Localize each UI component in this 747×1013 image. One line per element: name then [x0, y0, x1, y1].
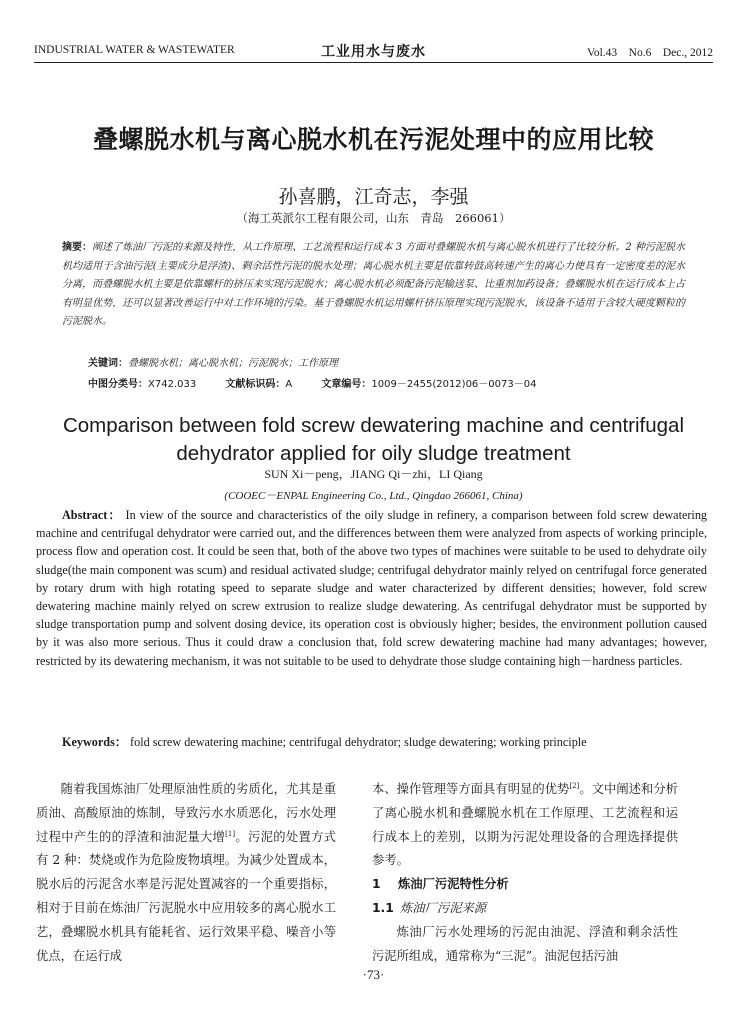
citation: [2] — [569, 781, 580, 790]
journal-name-cn: 工业用水与废水 — [321, 44, 426, 60]
clc-label: 中图分类号： — [88, 379, 148, 390]
keywords-en-text: fold screw dewatering machine; centrifugal dehydrator; sludge dewatering; working principle — [130, 735, 587, 749]
abstract-en — [36, 506, 707, 670]
subsection-title: 炼油厂污泥来源 — [400, 900, 487, 915]
article-no-value: 1009－2455(2012)06－0073－04 — [371, 379, 537, 390]
keywords-cn-label: 关键词： — [88, 358, 128, 369]
abstract-cn-label: 摘要： — [62, 242, 93, 253]
body-column-right — [372, 778, 678, 968]
intro-text: 随着我国炼油厂处理原油性质的劣质化，尤其是重质油、高酸原油的炼制，导致污水水质恶化，污水处理过程中产生的的浮渣和油泥量大增 — [36, 782, 336, 844]
running-header — [34, 40, 713, 63]
section-title: 炼油厂污泥特性分析 — [398, 877, 509, 892]
affiliation-en: (COOEC－ENPAL Engineering Co., Ltd., Qingdao 266061, China) — [224, 490, 523, 502]
section-heading — [372, 873, 678, 897]
subsection-heading — [372, 897, 678, 921]
intro-text-end-cont: 。文中阐述和分析了离心脱水机和叠螺脱水机在工作原理、工艺流程和运行成本上的差别，以期为污泥处理设备的合理选择提供参考。 — [372, 782, 678, 868]
keywords-en-label: Keywords： — [62, 735, 127, 749]
intro-text-cont: 。污泥的处置方式有 2 种：焚烧或作为危险废物填埋。为减少处置成本，脱水后的污泥含水率是污泥处置减容的一个重要指标，相对于目前在炼油厂污泥脱水中应用较多的离心脱水工艺，叠螺脱水机具有能耗省、运行效果平稳、噪音小等优点，在运行成 — [36, 829, 336, 963]
citation: [1] — [225, 829, 236, 838]
issue-info: Vol.43 No.6 Dec., 2012 — [587, 47, 713, 59]
body-column-left — [36, 778, 336, 968]
authors-cn: 孙喜鹏，江奇志，李强 — [278, 186, 469, 208]
abstract-cn — [62, 239, 685, 332]
page-number: ·73· — [362, 967, 385, 982]
intro-text-end: 本、操作管理等方面具有明显的优势 — [372, 782, 570, 796]
affiliation-cn: （海工英派尔工程有限公司，山东 青岛 266061） — [236, 211, 511, 225]
abstract-cn-text: 阐述了炼油厂污泥的来源及特性，从工作原理、工艺流程和运行成本 3 方面对叠螺脱水机与离心脱水机进行了比较分析。2 种污泥脱水机均适用于含油污泥(主要成分是浮渣)、剩余活性污泥的脱水处理；离心脱水机主要是依靠转鼓高转速产生的离心力使具有一定密度差的泥水分离，而叠螺脱水机主要是依靠螺杆的挤压来实现污泥脱水；离心脱水机必须配备污泥输送泵、比重剂加药设备；叠螺脱水机在运行成本上占有明显优势，还可以显著改善运行中对工作环境的污染。基于叠螺脱水机运用螺杆挤压原理实现污泥脱水，该设备不适用于含较大硬度颗粒的污泥脱水。 — [62, 242, 686, 328]
keywords-cn-text: 叠螺脱水机；离心脱水机；污泥脱水；工作原理 — [128, 358, 338, 369]
paper-title-cn: 叠螺脱水机与离心脱水机在污泥处理中的应用比较 — [92, 125, 654, 154]
paper-title-en: Comparison between fold screw dewatering machine and centrifugal dehydrator applied for oily sludge treatment — [62, 414, 685, 465]
journal-name-en: INDUSTRIAL WATER & WASTEWATER — [34, 44, 235, 56]
subsection-number: 1.1 — [372, 900, 394, 915]
doc-code-label: 文献标识码： — [225, 379, 286, 390]
keywords-cn — [88, 354, 685, 369]
clc-value: X742.033 — [148, 379, 197, 390]
doc-code-value: A — [285, 379, 293, 390]
abstract-en-text: In view of the source and characteristics of the oily sludge in refinery, a comparison between fold screw dewatering machine and centrifugal dehydrator were carried out, and the differences between them were analyzed from aspects of working principle, process flow and operation cost. It could be seen that, both of the above two types of machines were suitable to be used to dehydrate oily sludge(the main component was scum) and residual activated sludge; centrifugal dehydrator mainly relyed on centrifugal force generated by rotary drum with high rotating speed to separate sludge and water characterized by different densities; however, fold screw dewatering machine mainly relyed on screw extrusion to realize sludge dewatering. As centrifugal dehydrator must be supported by sludge transportation pump and solvent dosing device, its operation cost is obviously higher; besides, the environment pollution caused by it was also more serious. Thus it could draw a conclusion that, fold screw dewatering machine had many advantages; however, restricted by its dewatering mechanism, it was not suitable to be used to dehydrate those sludge containing high－hardness particles. — [36, 508, 708, 668]
keywords-en — [62, 733, 707, 750]
article-no-label: 文章编号： — [321, 379, 372, 390]
body-paragraph — [36, 778, 336, 968]
abstract-en-label: Abstract： — [62, 508, 122, 522]
body-paragraph: 炼油厂污水处理场的污泥由油泥、浮渣和剩余活性污泥所组成，通常称为“三泥”。油泥包括污油 — [372, 924, 678, 963]
section-number: 1 — [372, 877, 381, 892]
classification-line — [88, 375, 685, 390]
authors-en: SUN Xi－peng，JIANG Qi－zhi，LI Qiang — [264, 467, 483, 481]
body-paragraph — [372, 778, 678, 873]
